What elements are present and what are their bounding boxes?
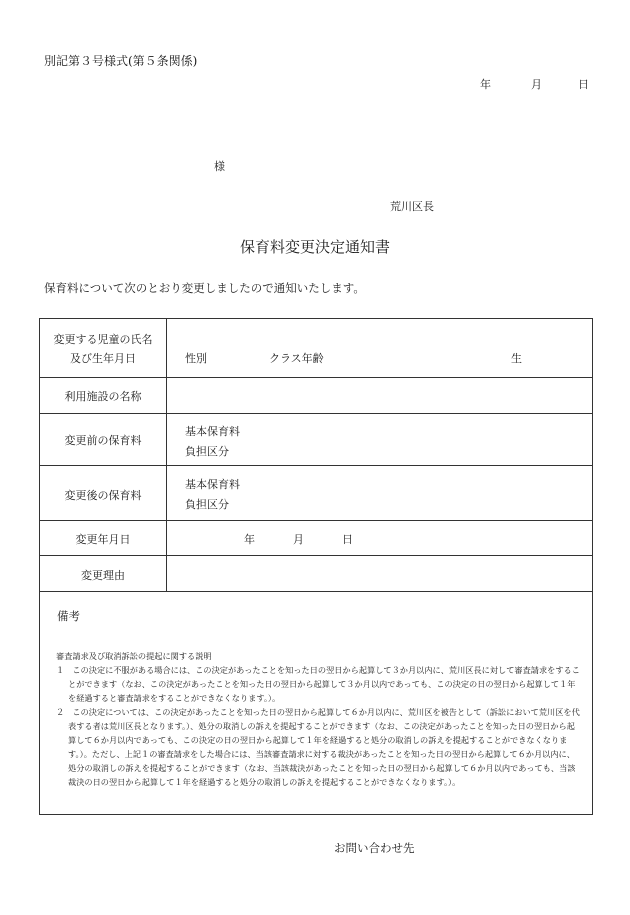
form-number-label: 別記第３号様式(第５条関係) xyxy=(44,54,198,68)
row-divider xyxy=(40,377,592,378)
birthdate-label: 及び生年月日 xyxy=(70,352,136,365)
remarks-label: 備考 xyxy=(57,609,80,623)
header-month: 月 xyxy=(531,78,542,91)
fee-before-label: 変更前の保育料 xyxy=(64,434,142,447)
child-name-label: 変更する児童の氏名 xyxy=(53,333,153,346)
header-day: 日 xyxy=(578,78,589,91)
fee-after-basic: 基本保育料 xyxy=(185,478,240,491)
appeal-note-2: ２ この決定については、この決定があったことを知った日の翌日から起算して６か月以内に、荒川区を被告として（訴訟において荒川区を代表する者は荒川区長となります。）、処分の取消しの訴えを提起することができます（なお、この決定があったことを知った日の翌日から起算して６か月以内であっても、この決定の日の翌日から起算して１年を経過すると処分の取消しの訴えを提起することができなくなります。）。ただし、上記１の審査請求をした場合には、当該審査請求に対する裁決があったことを知った日の翌日から起算して６か月以内に、処分の取消しの訴えを提起することができます（なお、当該裁決があったことを知った日の翌日から起算して６か月以内であっても、当該裁決の日の翌日から起算して１年を経過すると処分の取消しの訴えを提起することができなくなります。）。 xyxy=(56,707,580,787)
row-divider xyxy=(40,465,592,466)
change-reason-label: 変更理由 xyxy=(81,569,125,582)
issuer-name: 荒川区長 xyxy=(390,200,434,213)
change-date-month: 月 xyxy=(293,533,304,546)
gender-label: 性別 xyxy=(185,352,207,365)
row-divider xyxy=(40,555,592,556)
document-title: 保育料変更決定通知書 xyxy=(239,238,390,256)
addressee-suffix: 様 xyxy=(214,160,225,173)
fee-before-burden: 負担区分 xyxy=(185,445,229,458)
change-date-year: 年 xyxy=(244,533,255,546)
appeal-note-1: １ この決定に不服がある場合には、この決定があったことを知った日の翌日から起算して３か月以内に、荒川区長に対して審査請求をすることができます（なお、この決定があったことを知った日の翌日から起算して３か月以内であっても、この決定の日の翌日から起算して１年を経過すると審査請求をすることができなくなります。）。 xyxy=(56,665,580,703)
facility-label: 利用施設の名称 xyxy=(64,390,142,403)
column-divider xyxy=(166,319,167,592)
row-divider xyxy=(40,591,592,592)
fee-after-label: 変更後の保育料 xyxy=(64,489,142,502)
fee-after-burden: 負担区分 xyxy=(185,498,229,511)
appeal-notes xyxy=(56,649,580,789)
intro-text: 保育料について次のとおり変更しましたので通知いたします。 xyxy=(44,281,365,295)
notice-table xyxy=(39,318,593,815)
row-divider xyxy=(40,520,592,521)
contact-label: お問い合わせ先 xyxy=(334,841,415,855)
born-suffix: 生 xyxy=(511,352,522,365)
row-divider xyxy=(40,413,592,414)
header-year: 年 xyxy=(480,78,491,91)
change-date-day: 日 xyxy=(342,533,353,546)
fee-before-basic: 基本保育料 xyxy=(185,425,240,438)
class-age-label: クラス年齢 xyxy=(269,352,324,365)
appeal-notes-heading: 審査請求及び取消訴訟の提起に関する説明 xyxy=(56,651,212,661)
change-date-label: 変更年月日 xyxy=(75,533,131,546)
